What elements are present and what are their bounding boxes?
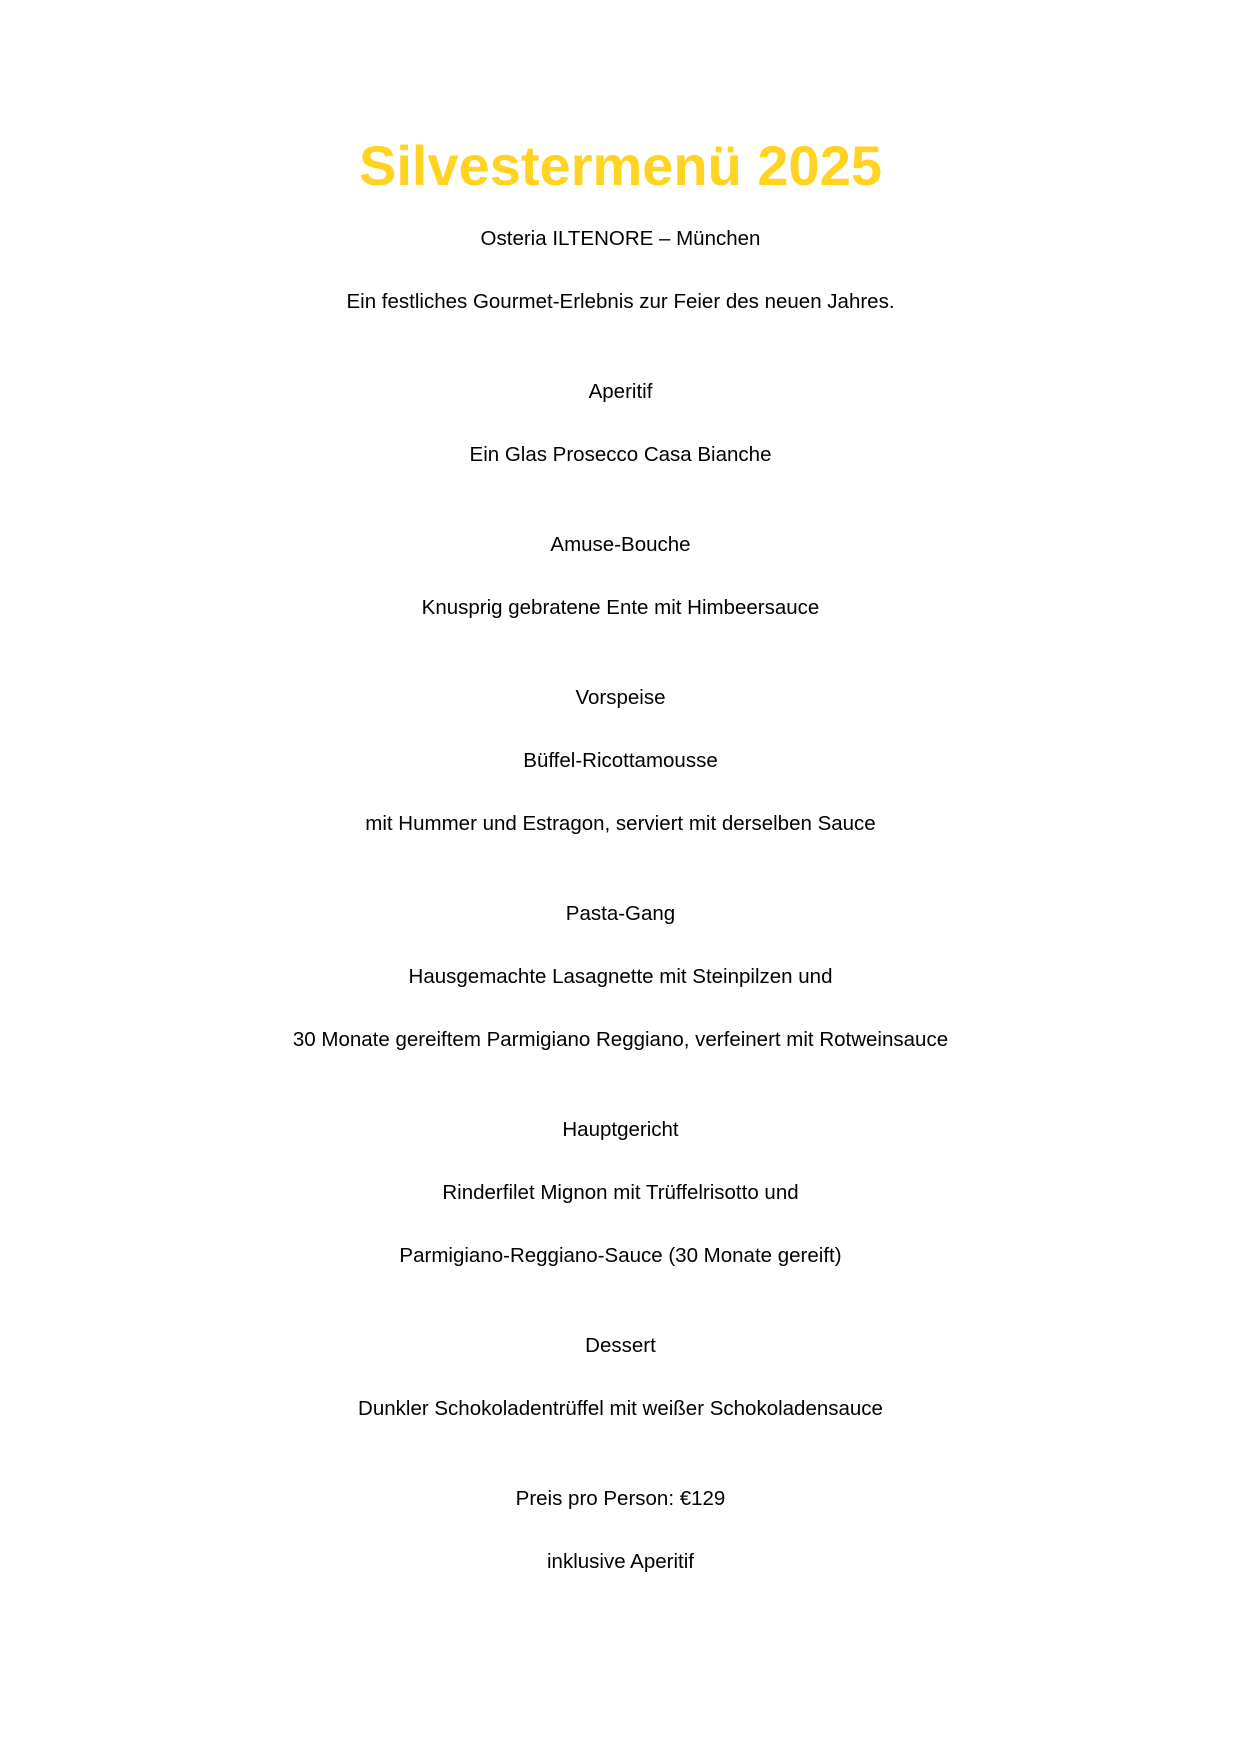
price-note: inklusive Aperitif (547, 1550, 694, 1573)
section-heading: Amuse-Bouche (550, 533, 691, 556)
section-heading: Aperitif (588, 380, 653, 403)
menu-item: Hausgemachte Lasagnette mit Steinpilzen und (408, 965, 833, 988)
section-heading: Dessert (585, 1334, 656, 1357)
price-group (0, 1467, 1241, 1593)
section-amuse-bouche (0, 513, 1241, 639)
menu-item: Parmigiano-Reggiano-Sauce (30 Monate gereift) (399, 1244, 842, 1267)
restaurant-name: Osteria ILTENORE – München (480, 227, 761, 250)
menu-item: 30 Monate gereiftem Parmigiano Reggiano, verfeinert mit Rotweinsauce (292, 1028, 949, 1051)
menu-item: mit Hummer und Estragon, serviert mit derselben Sauce (365, 812, 876, 835)
intro-group (0, 207, 1241, 333)
section-vorspeise (0, 666, 1241, 855)
section-heading: Vorspeise (575, 686, 666, 709)
section-heading: Pasta-Gang (565, 902, 676, 925)
menu-item: Dunkler Schokoladentrüffel mit weißer Schokoladensauce (358, 1397, 883, 1420)
section-hauptgericht (0, 1098, 1241, 1287)
menu-title: Silvestermenü 2025 (359, 134, 882, 197)
menu-item: Rinderfilet Mignon mit Trüffelrisotto und (442, 1181, 799, 1204)
menu-item: Knusprig gebratene Ente mit Himbeersauce (421, 596, 820, 619)
section-pasta-gang (0, 882, 1241, 1071)
price-per-person: Preis pro Person: €129 (515, 1487, 726, 1510)
section-heading: Hauptgericht (562, 1118, 679, 1141)
menu-tagline: Ein festliches Gourmet-Erlebnis zur Feier des neuen Jahres. (346, 290, 895, 313)
menu-item: Büffel-Ricottamousse (523, 749, 718, 772)
section-dessert (0, 1314, 1241, 1440)
menu-item: Ein Glas Prosecco Casa Bianche (469, 443, 772, 466)
section-aperitif (0, 360, 1241, 486)
